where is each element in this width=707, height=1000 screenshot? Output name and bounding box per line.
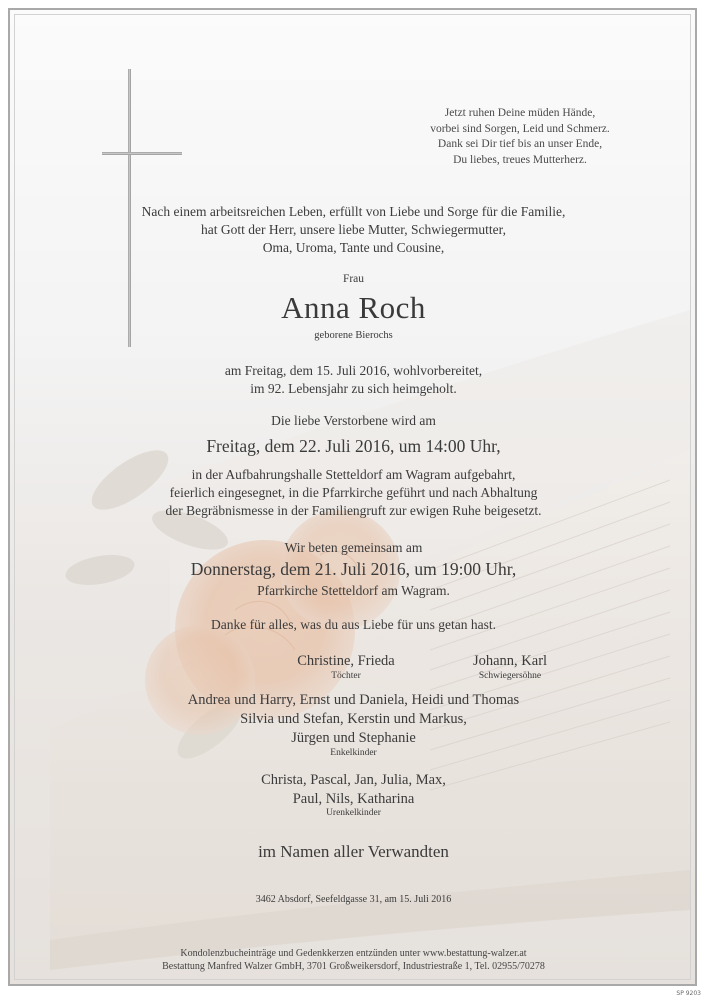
- deceased-name: Anna Roch: [281, 290, 426, 325]
- funeral-date: Freitag, dem 22. Juli 2016, um 14:00 Uhr,: [206, 436, 501, 456]
- sons-in-law-role: Schwiegersöhne: [478, 671, 542, 681]
- grandchildren: [0, 691, 707, 748]
- print-code: SP 9203: [676, 990, 701, 997]
- poem-line: vorbei sind Sorgen, Leid und Schmerz.: [430, 122, 610, 135]
- funeral-details-line: in der Aufbahrungshalle Stetteldorf am Wagram aufgebahrt,: [191, 467, 516, 482]
- intro-line: Nach einem arbeitsreichen Leben, erfüllt von Liebe und Sorge für die Familie,: [141, 204, 566, 219]
- footer-line: Bestattung Manfred Walzer GmbH, 3701 Großweikersdorf, Industriestraße 1, Tel. 02955/70278: [162, 961, 545, 972]
- great-grandchildren-line: Paul, Nils, Katharina: [292, 791, 415, 807]
- prayer-date: Donnerstag, dem 21. Juli 2016, um 19:00 Uhr,: [190, 559, 517, 579]
- great-grandchildren-line: Christa, Pascal, Jan, Julia, Max,: [261, 772, 446, 788]
- intro-line: hat Gott der Herr, unsere liebe Mutter, Schwiegermutter,: [200, 222, 507, 237]
- announcement-intro: [0, 203, 707, 257]
- daughters-names: Christine, Frieda: [297, 653, 395, 669]
- prayer-intro: Wir beten gemeinsam am: [284, 540, 423, 555]
- death-line: am Freitag, dem 15. Juli 2016, wohlvorbereitet,: [224, 363, 483, 378]
- funeral-details: [0, 466, 707, 520]
- sons-in-law: [450, 653, 570, 681]
- grandchildren-line: Andrea und Harry, Ernst und Daniela, Heidi und Thomas: [187, 692, 520, 708]
- great-grandchildren-role: Urenkelkinder: [326, 808, 381, 818]
- funeral-home-footer: [0, 947, 707, 973]
- funeral-intro: Die liebe Verstorbene wird am: [271, 413, 436, 428]
- on-behalf-line: im Namen aller Verwandten: [258, 842, 449, 861]
- prayer-place: Pfarrkirche Stetteldorf am Wagram.: [257, 583, 450, 598]
- death-notice: [0, 362, 707, 398]
- poem-line: Jetzt ruhen Deine müden Hände,: [444, 107, 596, 119]
- daughters: [286, 653, 406, 681]
- footer-line: Kondolenzbucheinträge und Gedenkkerzen entzünden unter www.bestattung-walzer.at: [180, 948, 527, 959]
- death-line: im 92. Lebensjahr zu sich heimgeholt.: [250, 381, 457, 396]
- daughters-role: Töchter: [331, 671, 361, 681]
- poem-line: Dank sei Dir tief bis an unser Ende,: [437, 138, 603, 150]
- birth-name: geborene Bierochs: [314, 330, 393, 341]
- sons-in-law-names: Johann, Karl: [472, 653, 548, 669]
- great-grandchildren: [0, 771, 707, 809]
- poem-line: Du liebes, treues Mutterherz.: [453, 153, 587, 166]
- funeral-details-line: feierlich eingesegnet, in die Pfarrkirche geführt und nach Abhaltung: [169, 485, 538, 500]
- funeral-details-line: der Begräbnismesse in der Familiengruft zur ewigen Ruhe beigesetzt.: [165, 503, 542, 518]
- grandchildren-line: Jürgen und Stephanie: [291, 730, 416, 746]
- grandchildren-role: Enkelkinder: [330, 748, 377, 758]
- intro-line: Oma, Uroma, Tante und Cousine,: [262, 240, 445, 255]
- place-and-date: 3462 Absdorf, Seefeldgasse 31, am 15. Juli 2016: [255, 894, 452, 905]
- poem: [400, 106, 640, 168]
- salutation: Frau: [342, 273, 365, 285]
- thanks-line: Danke für alles, was du aus Liebe für uns getan hast.: [211, 617, 496, 632]
- grandchildren-line: Silvia und Stefan, Kerstin und Markus,: [240, 711, 467, 727]
